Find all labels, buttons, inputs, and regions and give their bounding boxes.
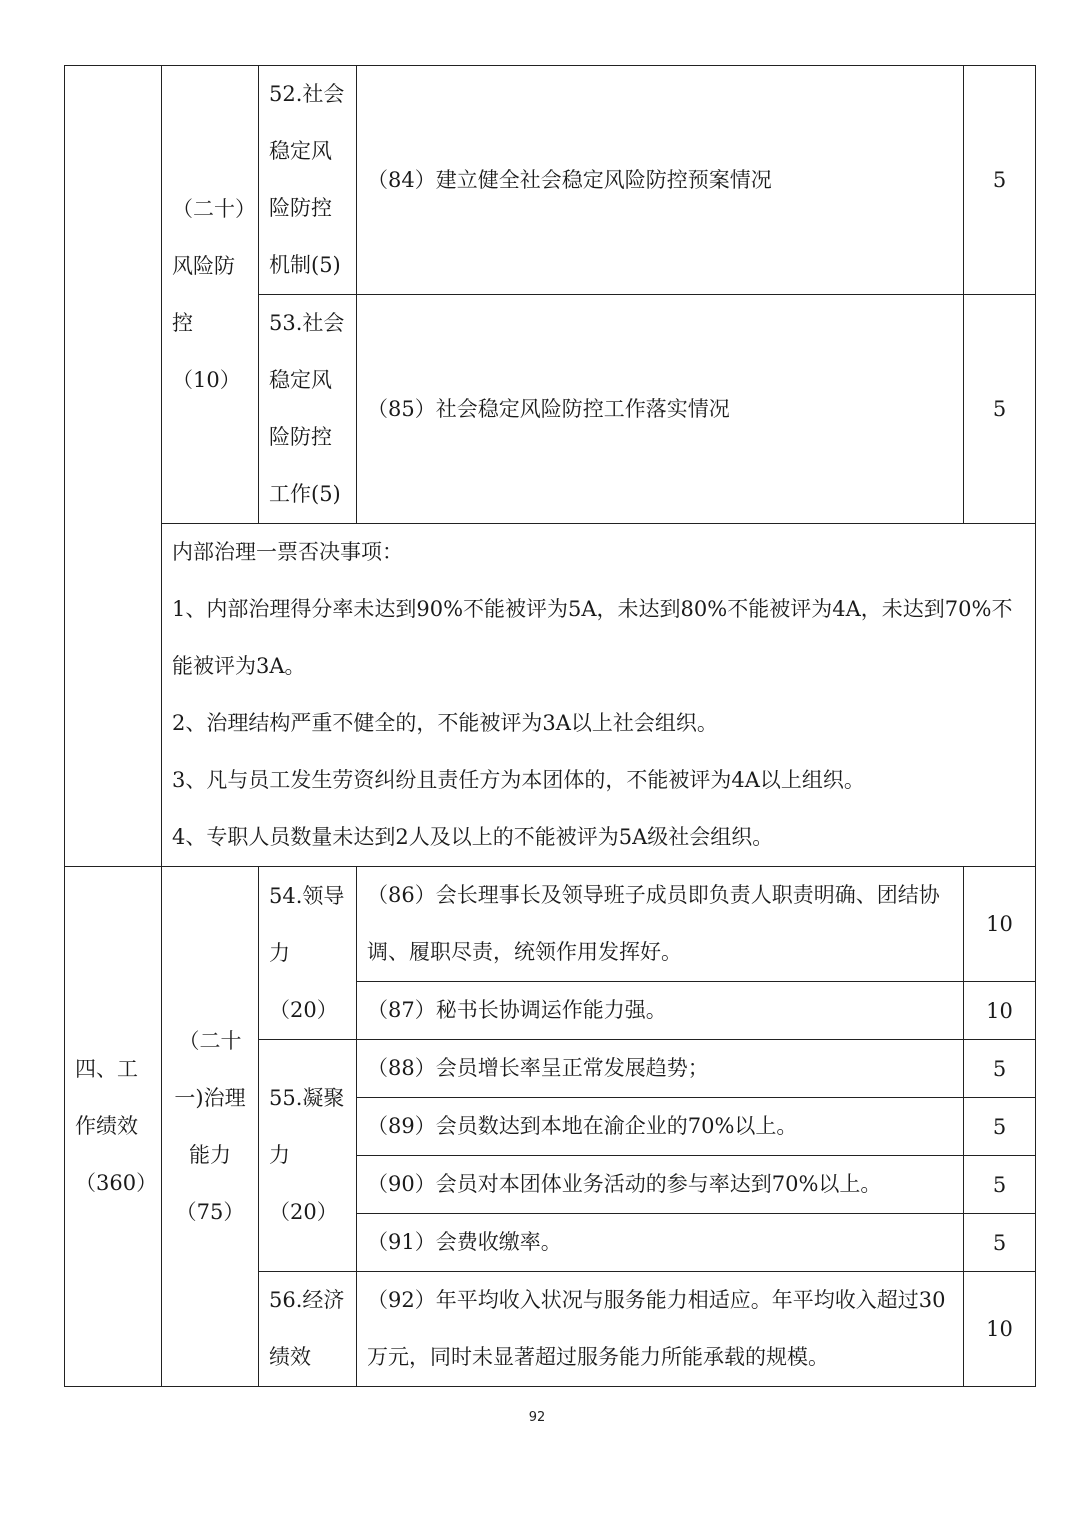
evaluation-table xyxy=(64,65,1036,1387)
score-88: 5 xyxy=(964,1040,1036,1098)
criterion-87: （87）秘书长协调运作能力强。 xyxy=(357,982,964,1040)
category-cell-empty xyxy=(65,66,162,867)
score-85: 5 xyxy=(964,295,1036,524)
score-92: 10 xyxy=(964,1272,1036,1387)
veto-line-1: 1、内部治理得分率未达到90%不能被评为5A，未达到80%不能被评为4A，未达到70%不能被评为3A。 xyxy=(172,597,1013,678)
item-53: 53.社会稳定风险防控工作(5) xyxy=(259,295,357,524)
item-54: 54.领导力（20） xyxy=(259,867,357,1040)
score-90: 5 xyxy=(964,1156,1036,1214)
criterion-88: （88）会员增长率呈正常发展趋势； xyxy=(357,1040,964,1098)
item-55: 55.凝聚力（20） xyxy=(259,1040,357,1272)
score-84: 5 xyxy=(964,66,1036,295)
table-row xyxy=(65,66,1036,295)
veto-items xyxy=(162,524,1036,867)
score-89: 5 xyxy=(964,1098,1036,1156)
criterion-91: （91）会费收缴率。 xyxy=(357,1214,964,1272)
criterion-86: （86）会长理事长及领导班子成员即负责人职责明确、团结协调、履职尽责，统领作用发挥好。 xyxy=(357,867,964,982)
criterion-89: （89）会员数达到本地在渝企业的70%以上。 xyxy=(357,1098,964,1156)
criterion-85: （85）社会稳定风险防控工作落实情况 xyxy=(357,295,964,524)
page-number: 92 xyxy=(528,1410,546,1425)
item-56: 56.经济绩效 xyxy=(259,1272,357,1387)
item-52: 52.社会稳定风险防控机制(5) xyxy=(259,66,357,295)
veto-line-2: 2、治理结构严重不健全的，不能被评为3A以上社会组织。 xyxy=(172,711,718,735)
criterion-90: （90）会员对本团体业务活动的参与率达到70%以上。 xyxy=(357,1156,964,1214)
veto-line-3: 3、凡与员工发生劳资纠纷且责任方为本团体的，不能被评为4A以上组织。 xyxy=(172,768,865,792)
section-governance-capacity: （二十一)治理能力（75） xyxy=(162,867,259,1387)
criterion-92: （92）年平均收入状况与服务能力相适应。年平均收入超过30万元，同时未显著超过服务能力所能承载的规模。 xyxy=(357,1272,964,1387)
veto-line-4: 4、专职人员数量未达到2人及以上的不能被评为5A级社会组织。 xyxy=(172,825,774,849)
veto-title: 内部治理一票否决事项： xyxy=(172,540,403,564)
score-86: 10 xyxy=(964,867,1036,982)
score-91: 5 xyxy=(964,1214,1036,1272)
table-row xyxy=(65,524,1036,867)
category-work-performance: 四、工作绩效（360） xyxy=(65,867,162,1387)
section-risk-control: （二十）风险防控（10） xyxy=(162,66,259,524)
criterion-84: （84）建立健全社会稳定风险防控预案情况 xyxy=(357,66,964,295)
score-87: 10 xyxy=(964,982,1036,1040)
table-row xyxy=(65,867,1036,982)
